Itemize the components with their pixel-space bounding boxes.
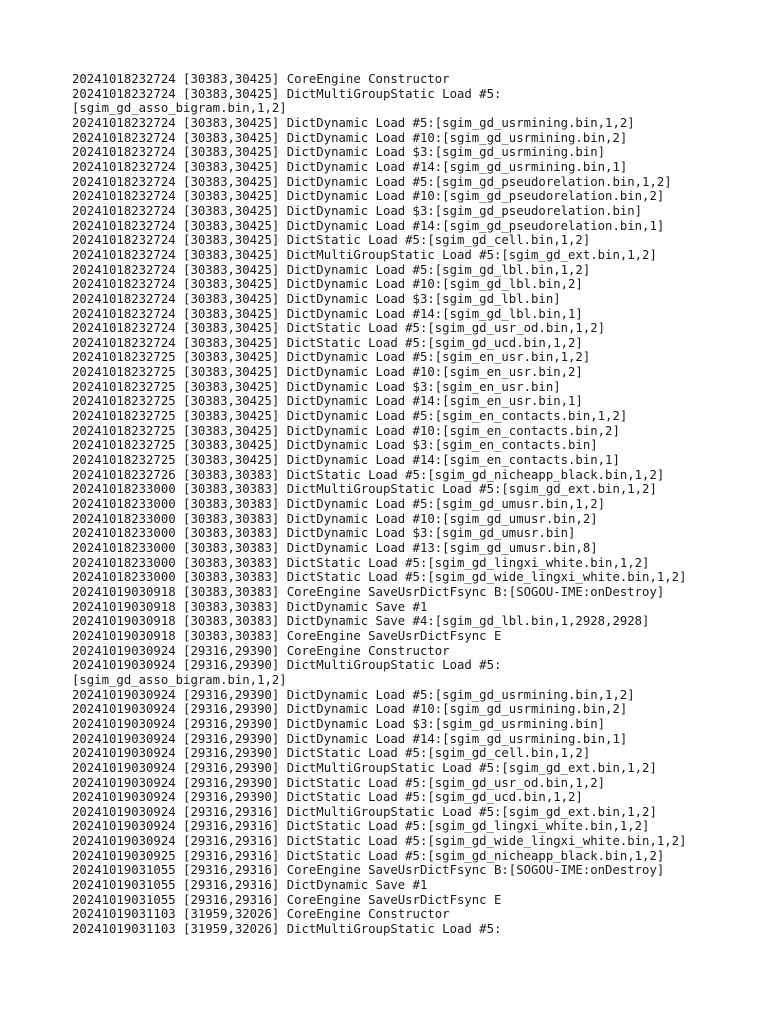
log-line: 20241018232724 [30383,30425] DictDynamic Load #5:[sgim_gd_lbl.bin,1,2]	[72, 262, 591, 277]
log-line: 20241018232725 [30383,30425] DictDynamic Load #14:[sgim_en_usr.bin,1]	[72, 394, 583, 409]
log-line: 20241019030918 [30383,30383] DictDynamic Save #1	[72, 599, 428, 614]
log-line: 20241019030924 [29316,29390] DictDynamic Load #5:[sgim_gd_usrmining.bin,1,2]	[72, 687, 635, 702]
log-line: 20241018232725 [30383,30425] DictDynamic Load #5:[sgim_en_contacts.bin,1,2]	[72, 409, 628, 424]
log-line: 20241018232724 [30383,30425] DictDynamic Load #10:[sgim_gd_pseudorelation.bin,2]	[72, 189, 665, 204]
log-line: 20241018232724 [30383,30425] DictDynamic Load $3:[sgim_gd_pseudorelation.bin]	[72, 203, 643, 218]
log-line: 20241019030924 [29316,29390] DictMultiGroupStatic Load #5:	[72, 658, 502, 673]
log-line: 20241019031055 [29316,29316] DictDynamic Save #1	[72, 878, 428, 893]
log-line: 20241018232725 [30383,30425] DictDynamic Load $3:[sgim_en_contacts.bin]	[72, 438, 598, 453]
log-line: 20241018233000 [30383,30383] DictDynamic Load #5:[sgim_gd_umusr.bin,1,2]	[72, 497, 606, 512]
log-line: 20241019030924 [29316,29390] DictStatic Load #5:[sgim_gd_cell.bin,1,2]	[72, 746, 591, 761]
log-line: 20241019030924 [29316,29316] DictStatic Load #5:[sgim_gd_wide_lingxi_white.bin,1,2]	[72, 834, 687, 849]
log-line: 20241018232724 [30383,30425] DictDynamic Load #5:[sgim_gd_usrmining.bin,1,2]	[72, 115, 635, 130]
log-line: 20241018232726 [30383,30383] DictStatic Load #5:[sgim_gd_nicheapp_black.bin,1,2]	[72, 467, 665, 482]
log-line: 20241019031055 [29316,29316] CoreEngine SaveUsrDictFsync B:[SOGOU-IME:onDestroy]	[72, 863, 665, 878]
log-line: [sgim_gd_asso_bigram.bin,1,2]	[72, 101, 287, 116]
log-line: 20241019030924 [29316,29390] DictStatic Load #5:[sgim_gd_ucd.bin,1,2]	[72, 790, 583, 805]
log-line: 20241018232724 [30383,30425] DictDynamic Load #14:[sgim_gd_pseudorelation.bin,1]	[72, 218, 665, 233]
log-line: 20241018232724 [30383,30425] DictDynamic Load #10:[sgim_gd_usrmining.bin,2]	[72, 130, 628, 145]
log-line: 20241018232724 [30383,30425] DictMultiGroupStatic Load #5:[sgim_gd_ext.bin,1,2]	[72, 247, 657, 262]
log-line: 20241018232724 [30383,30425] DictStatic Load #5:[sgim_gd_cell.bin,1,2]	[72, 233, 591, 248]
log-line: 20241018233000 [30383,30383] DictMultiGroupStatic Load #5:[sgim_gd_ext.bin,1,2]	[72, 482, 657, 497]
log-line: 20241018233000 [30383,30383] DictDynamic Load #10:[sgim_gd_umusr.bin,2]	[72, 511, 598, 526]
log-line: 20241018232725 [30383,30425] DictDynamic Load $3:[sgim_en_usr.bin]	[72, 379, 561, 394]
log-line: 20241018232724 [30383,30425] DictMultiGroupStatic Load #5:	[72, 86, 502, 101]
log-line: 20241018232724 [30383,30425] DictDynamic Load #10:[sgim_gd_lbl.bin,2]	[72, 277, 583, 292]
log-line: 20241018233000 [30383,30383] DictDynamic Load #13:[sgim_gd_umusr.bin,8]	[72, 541, 598, 555]
log-line: 20241019031055 [29316,29316] CoreEngine SaveUsrDictFsync E	[72, 892, 502, 907]
log-line: 20241018232724 [30383,30425] DictDynamic Load #14:[sgim_gd_usrmining.bin,1]	[72, 159, 628, 174]
log-line: 20241018233000 [30383,30383] DictStatic Load #5:[sgim_gd_wide_lingxi_white.bin,1,2]	[72, 570, 687, 585]
log-line: 20241019031103 [31959,32026] DictMultiGroupStatic Load #5:	[72, 922, 502, 937]
log-line: 20241018232724 [30383,30425] DictDynamic Load #5:[sgim_gd_pseudorelation.bin,1,2]	[72, 174, 672, 189]
log-line: 20241019030918 [30383,30383] DictDynamic Save #4:[sgim_gd_lbl.bin,1,2928,2928]	[72, 614, 650, 629]
log-line: 20241019030924 [29316,29316] DictMultiGroupStatic Load #5:[sgim_gd_ext.bin,1,2]	[72, 804, 657, 819]
log-line: 20241018232725 [30383,30425] DictDynamic Load #14:[sgim_en_contacts.bin,1]	[72, 453, 620, 468]
log-text-view	[72, 72, 752, 937]
log-line: 20241018232724 [30383,30425] DictDynamic Load #14:[sgim_gd_lbl.bin,1]	[72, 306, 583, 321]
log-line: 20241019030924 [29316,29390] DictDynamic Load #14:[sgim_gd_usrmining.bin,1]	[72, 731, 628, 746]
log-line: 20241018232724 [30383,30425] CoreEngine Constructor	[72, 72, 450, 86]
log-line: 20241018232725 [30383,30425] DictDynamic Load #5:[sgim_en_usr.bin,1,2]	[72, 350, 591, 365]
log-line: 20241018232725 [30383,30425] DictDynamic Load #10:[sgim_en_contacts.bin,2]	[72, 423, 620, 438]
log-line: 20241018232724 [30383,30425] DictDynamic Load $3:[sgim_gd_lbl.bin]	[72, 291, 561, 306]
log-line: 20241018232724 [30383,30425] DictStatic Load #5:[sgim_gd_ucd.bin,1,2]	[72, 335, 583, 350]
log-line: 20241018233000 [30383,30383] DictStatic Load #5:[sgim_gd_lingxi_white.bin,1,2]	[72, 555, 650, 570]
log-line: 20241019030924 [29316,29316] DictStatic Load #5:[sgim_gd_lingxi_white.bin,1,2]	[72, 819, 650, 834]
log-line: 20241019030924 [29316,29390] DictDynamic Load $3:[sgim_gd_usrmining.bin]	[72, 716, 606, 731]
log-line: 20241019030924 [29316,29390] DictDynamic Load #10:[sgim_gd_usrmining.bin,2]	[72, 702, 628, 717]
log-line: 20241019030918 [30383,30383] CoreEngine SaveUsrDictFsync E	[72, 628, 502, 643]
log-line: 20241018233000 [30383,30383] DictDynamic Load $3:[sgim_gd_umusr.bin]	[72, 526, 576, 541]
log-line: 20241019030924 [29316,29390] DictStatic Load #5:[sgim_gd_usr_od.bin,1,2]	[72, 775, 606, 790]
log-line: 20241018232725 [30383,30425] DictDynamic Load #10:[sgim_en_usr.bin,2]	[72, 365, 583, 380]
log-line: [sgim_gd_asso_bigram.bin,1,2]	[72, 672, 287, 687]
log-line: 20241019030925 [29316,29316] DictStatic Load #5:[sgim_gd_nicheapp_black.bin,1,2]	[72, 848, 665, 863]
log-line: 20241018232724 [30383,30425] DictStatic Load #5:[sgim_gd_usr_od.bin,1,2]	[72, 321, 606, 336]
log-line: 20241019031103 [31959,32026] CoreEngine Constructor	[72, 907, 450, 922]
log-line: 20241019030918 [30383,30383] CoreEngine SaveUsrDictFsync B:[SOGOU-IME:onDestroy]	[72, 584, 665, 599]
log-line: 20241018232724 [30383,30425] DictDynamic Load $3:[sgim_gd_usrmining.bin]	[72, 145, 606, 160]
log-line: 20241019030924 [29316,29390] CoreEngine Constructor	[72, 643, 450, 658]
log-line: 20241019030924 [29316,29390] DictMultiGroupStatic Load #5:[sgim_gd_ext.bin,1,2]	[72, 760, 657, 775]
